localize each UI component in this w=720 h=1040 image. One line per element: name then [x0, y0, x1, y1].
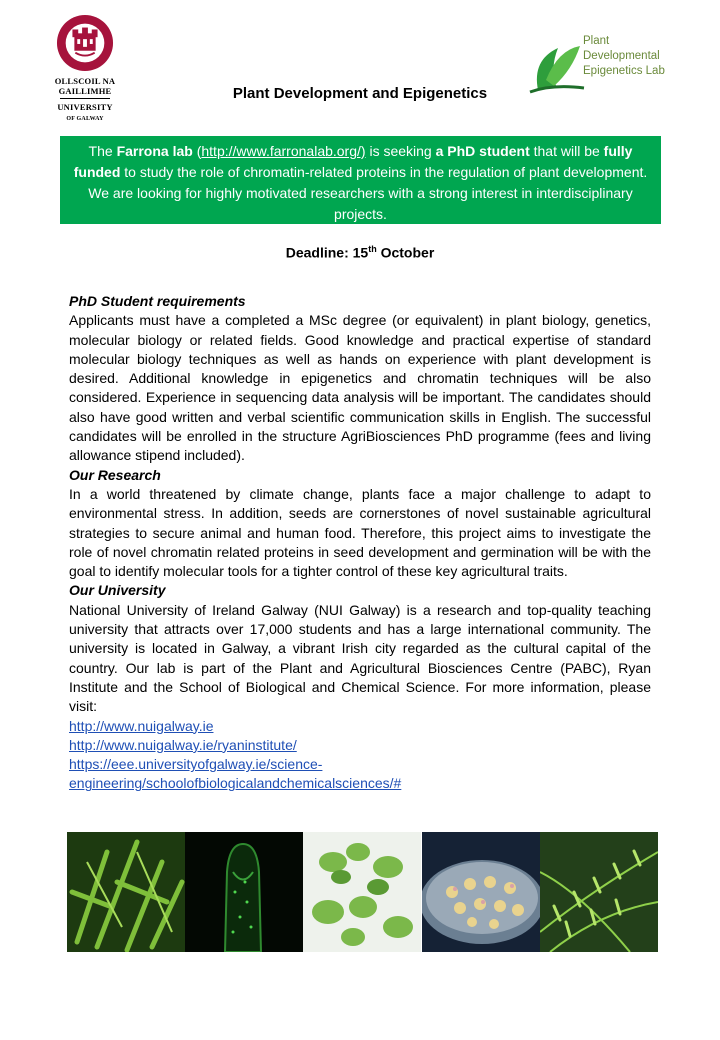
university-name-irish: OLLSCOIL NA GAILLIMHE	[54, 76, 116, 96]
school-link[interactable]: https://eee.universityofgalway.ie/science-engineering/schoolofbiologicalandchemicalsciences/#	[69, 756, 402, 792]
nuigalway-link[interactable]: http://www.nuigalway.ie	[69, 717, 214, 734]
university-name-english: UNIVERSITY OF GALWAY	[57, 102, 113, 122]
university-crest-icon	[56, 14, 114, 72]
main-content	[69, 292, 651, 794]
lab-url-link[interactable]: http://www.farronalab.org/)	[201, 143, 366, 159]
ryan-institute-link[interactable]: http://www.nuigalway.ie/ryaninstitute/	[69, 736, 297, 753]
research-heading: Our Research	[69, 466, 161, 483]
photo-strip	[67, 832, 658, 952]
university-logo	[52, 14, 118, 124]
seedlings-photo	[303, 832, 421, 952]
phd-highlight: a PhD student	[435, 143, 530, 159]
deadline: Deadline: 15th October	[285, 244, 435, 261]
announcement-banner: The Farrona lab (http://www.farronalab.org/) is seeking a PhD student that will be fully funded to study the role of chromatin-related proteins in the regulation of plant development. We are looking for highly motivated researchers with a strong interest in interdisciplinary projects.	[60, 136, 661, 224]
funded-highlight: fully funded	[73, 143, 633, 180]
fern-photo	[540, 832, 658, 952]
leaf-logo-icon	[528, 40, 588, 96]
research-text: In a world threatened by climate change, plants face a major challenge to adapt to environmental stress. In addition, seeds are cornerstones of novel sustainable agricultural strategies to secure animal and human food. Therefore, this project aims to investigate the role of novel chromatin related proteins in seed development and germination will be with the goal to identify molecular tools for a tighter control of these key agricultural traits.	[69, 485, 651, 580]
requirements-heading: PhD Student requirements	[69, 293, 246, 309]
university-text: National University of Ireland Galway (NUI Galway) is a research and top-quality teaching university that attracts over 17,000 students and has a large international community. The university is located in Galway, a vibrant Irish city regarded as the cultural capital of the country. Our lab is part of the Plant and Agricultural Biosciences Centre (PABC), Ryan Institute and the School of Biological and Chemical Science. For more information, please visit:	[69, 601, 651, 715]
lab-name: Farrona lab	[116, 143, 193, 159]
lab-logo-text: Plant Developmental Epigenetics Lab	[583, 35, 665, 77]
page-title: Plant Development and Epigenetics	[232, 85, 488, 102]
university-heading: Our University	[69, 582, 166, 599]
embryo-microscopy-photo	[185, 832, 303, 952]
lab-logo	[528, 34, 678, 98]
petri-dish-photo	[422, 832, 540, 952]
requirements-text: Applicants must have a completed a MSc degree (or equivalent) in plant biology, genetics, molecular biology or related fields. Good knowledge and practical expertise of standard molecular biology techniques as well as hands on experience with plant development is desired. Additional knowledge in epigenetics and chromatin techniques will be also considered. Experience in sequencing data analysis will be important. The candidates should also have good written and verbal scientific communication skills in English. The successful candidates will be enrolled in the structure AgriBiosciences PhD programme (fees and living allowance stipend included).	[69, 312, 651, 464]
moss-photo	[67, 832, 185, 952]
